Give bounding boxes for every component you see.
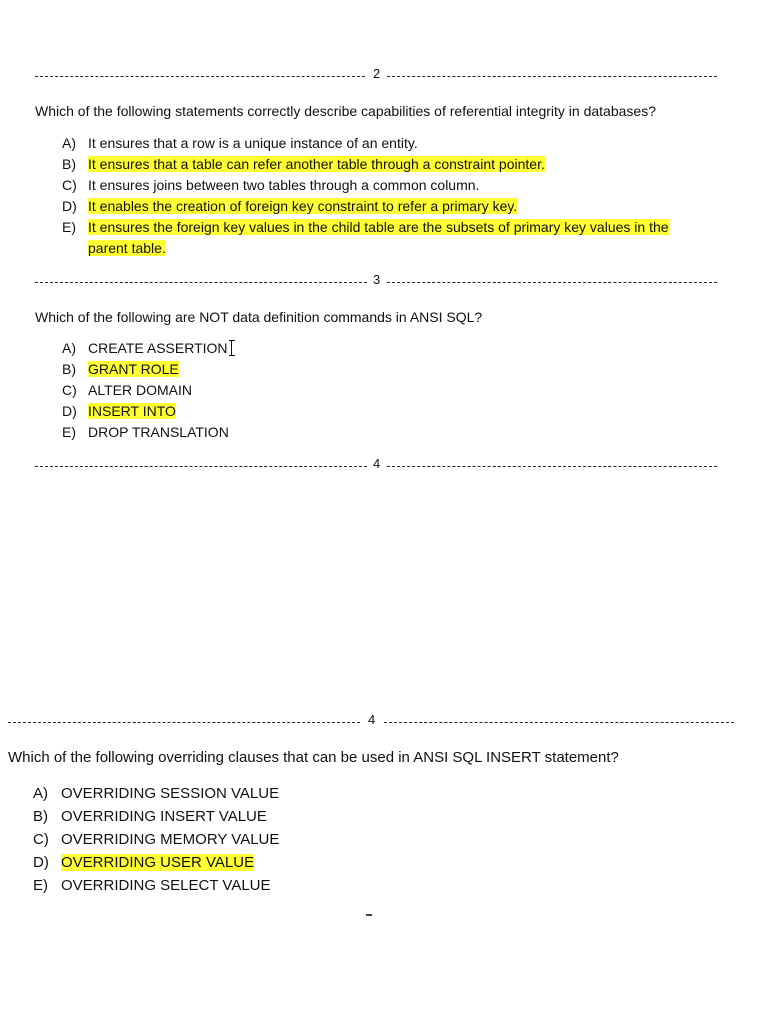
question-3-text: Which of the following are NOT data definition commands in ANSI SQL? [35, 309, 483, 325]
option-letter: A) [62, 135, 76, 151]
option-c[interactable] [62, 380, 462, 401]
option-text: OVERRIDING INSERT VALUE [61, 808, 267, 825]
separator-line-left [8, 722, 360, 723]
option-a[interactable] [33, 782, 433, 805]
separator-number: 3 [370, 273, 383, 287]
separator-number: 4 [365, 713, 378, 727]
separator-question-4-page-end [35, 456, 717, 473]
option-text: ALTER DOMAIN [88, 382, 192, 398]
option-letter: B) [62, 361, 76, 377]
option-letter: E) [33, 877, 48, 894]
option-text: It ensures the foreign key values in the child table are the subsets of primary key values in the parent table. [88, 219, 669, 256]
option-d[interactable] [62, 196, 712, 217]
option-letter: E) [62, 219, 76, 235]
option-c[interactable] [33, 828, 433, 851]
option-b[interactable] [62, 154, 712, 175]
question-2-options [62, 133, 712, 259]
separator-question-2 [35, 66, 717, 83]
option-text: OVERRIDING USER VALUE [61, 854, 255, 871]
option-letter: D) [62, 403, 77, 419]
option-b[interactable] [62, 359, 462, 380]
separator-question-3 [35, 272, 717, 289]
question-4-text: Which of the following overriding clauses that can be used in ANSI SQL INSERT statement? [8, 749, 619, 766]
separator-number: 2 [370, 67, 383, 81]
separator-line-left [35, 466, 367, 467]
option-text: DROP TRANSLATION [88, 424, 229, 440]
option-a[interactable] [62, 133, 712, 154]
separator-line-left [35, 282, 367, 283]
option-letter: D) [33, 854, 49, 871]
option-text: OVERRIDING SESSION VALUE [61, 785, 280, 802]
text-cursor-icon [229, 340, 235, 356]
option-a[interactable] [62, 338, 462, 359]
option-letter: B) [62, 156, 76, 172]
option-letter: A) [33, 785, 48, 802]
option-c[interactable] [62, 175, 712, 196]
option-text: It ensures joins between two tables through a common column. [88, 177, 480, 193]
option-letter: B) [33, 808, 48, 825]
option-letter: C) [62, 382, 77, 398]
separator-line-right [384, 722, 734, 723]
option-letter: E) [62, 424, 76, 440]
separator-line-right [387, 76, 717, 77]
option-text: CREATE ASSERTION [88, 340, 228, 356]
option-text: It ensures that a table can refer another table through a constraint pointer. [88, 156, 545, 172]
separator-line-right [387, 282, 717, 283]
option-d[interactable] [33, 851, 433, 874]
option-e[interactable] [62, 217, 712, 259]
option-text: OVERRIDING SELECT VALUE [61, 877, 271, 894]
option-e[interactable] [62, 422, 462, 443]
option-b[interactable] [33, 805, 433, 828]
option-e[interactable] [33, 874, 433, 897]
option-letter: D) [62, 198, 77, 214]
question-3-options [62, 338, 462, 443]
separator-question-4 [8, 712, 734, 729]
option-text: It ensures that a row is a unique instance of an entity. [88, 135, 418, 151]
option-text: GRANT ROLE [88, 361, 179, 377]
option-text: INSERT INTO [88, 403, 176, 419]
option-text: OVERRIDING MEMORY VALUE [61, 831, 280, 848]
separator-number: 4 [370, 457, 383, 471]
option-text: It enables the creation of foreign key constraint to refer a primary key. [88, 198, 518, 214]
option-letter: A) [62, 340, 76, 356]
question-4-options [33, 782, 433, 897]
option-d[interactable] [62, 401, 462, 422]
option-letter: C) [33, 831, 49, 848]
question-2-text: Which of the following statements correctly describe capabilities of referential integrity in databases? [35, 103, 656, 119]
next-separator-mark [366, 914, 372, 916]
option-letter: C) [62, 177, 77, 193]
separator-line-right [387, 466, 717, 467]
separator-line-left [35, 76, 365, 77]
